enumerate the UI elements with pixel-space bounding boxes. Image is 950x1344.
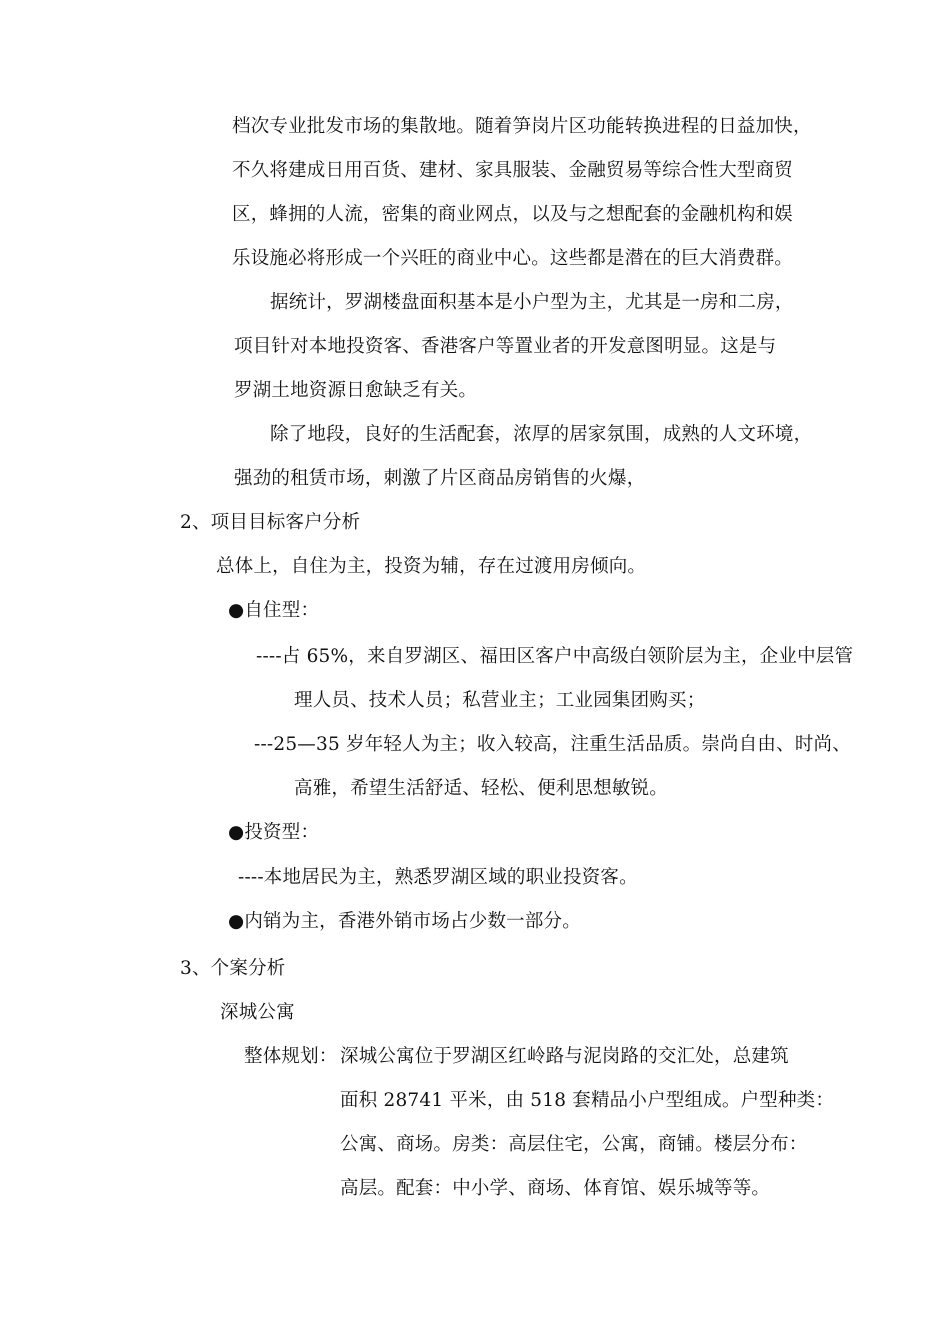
case-name: 深城公寓 bbox=[220, 1002, 295, 1023]
planning-line: 公寓、商场。房类：高层住宅，公寓，商铺。楼层分布： bbox=[340, 1134, 808, 1155]
paragraph-line: 档次专业批发市场的集散地。随着笋岗片区功能转换进程的日益加快， bbox=[232, 116, 812, 137]
paragraph-line: 据统计，罗湖楼盘面积基本是小户型为主，尤其是一房和二房， bbox=[270, 292, 794, 313]
section-summary: 总体上，自住为主，投资为辅，存在过渡用房倾向。 bbox=[216, 556, 647, 577]
paragraph-line: 强劲的租赁市场，刺激了片区商品房销售的火爆， bbox=[234, 468, 646, 489]
bullet-self-use: ●自住型： bbox=[228, 600, 320, 621]
section-heading: 2、项目目标客户分析 bbox=[180, 512, 361, 533]
planning-line: 深城公寓位于罗湖区红岭路与泥岗路的交汇处，总建筑 bbox=[340, 1046, 789, 1067]
bullet-investment: ●投资型： bbox=[228, 822, 320, 843]
paragraph-line: 乐设施必将形成一个兴旺的商业中心。这些都是潜在的巨大消费群。 bbox=[232, 248, 794, 269]
section-heading: 3、个案分析 bbox=[180, 958, 286, 979]
paragraph-line: 项目针对本地投资客、香港客户等置业者的开发意图明显。这是与 bbox=[234, 336, 777, 357]
investment-item-line: ----本地居民为主，熟悉罗湖区域的职业投资客。 bbox=[238, 867, 638, 888]
self-use-item-line: ----占 65%，来自罗湖区、福田区客户中高级白领阶层为主，企业中层管 bbox=[256, 646, 854, 667]
paragraph-line: 区，蜂拥的人流，密集的商业网点，以及与之想配套的金融机构和娱 bbox=[232, 204, 794, 225]
self-use-item-line: 理人员、技术人员；私营业主；工业园集团购买； bbox=[294, 690, 706, 711]
paragraph-line: 除了地段，良好的生活配套，浓厚的居家氛围，成熟的人文环境， bbox=[270, 424, 813, 445]
planning-label: 整体规划： bbox=[244, 1046, 338, 1067]
self-use-item-line: 高雅，希望生活舒适、轻松、便利思想敏锐。 bbox=[294, 778, 669, 799]
paragraph-line: 罗湖土地资源日愈缺乏有关。 bbox=[234, 380, 478, 401]
paragraph-line: 不久将建成日用百货、建材、家具服装、金融贸易等综合性大型商贸 bbox=[232, 160, 794, 181]
planning-line: 高层。配套：中小学、商场、体育馆、娱乐城等等。 bbox=[340, 1178, 771, 1199]
self-use-item-line: ---25—35 岁年轻人为主；收入较高，注重生活品质。崇尚自由、时尚、 bbox=[254, 734, 851, 755]
planning-line: 面积 28741 平米，由 518 套精品小户型组成。户型种类： bbox=[340, 1090, 835, 1111]
bullet-domestic: ●内销为主，香港外销市场占少数一部分。 bbox=[228, 911, 581, 932]
